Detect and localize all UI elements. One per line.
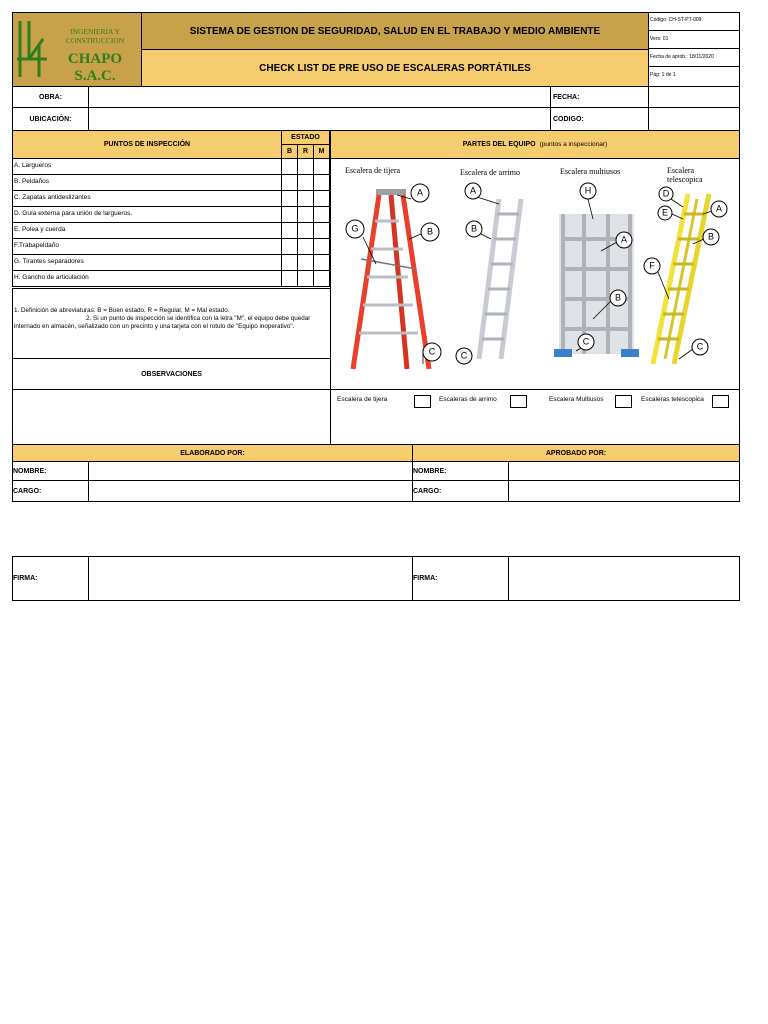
aprobado-firma-field[interactable] — [508, 556, 740, 601]
svg-text:D: D — [662, 188, 670, 199]
inspection-row-label: C. Zapatas antideslizantes — [12, 190, 282, 207]
estado-cell-r[interactable] — [297, 174, 314, 191]
estado-cell-b[interactable] — [281, 238, 298, 255]
logo-box — [12, 12, 142, 87]
doc-approval-date: Fecha de aprob.: 18/11/2020 — [648, 48, 740, 67]
estado-cell-b[interactable] — [281, 174, 298, 191]
aprobado-nombre-field[interactable] — [508, 461, 740, 481]
estado-cell-b[interactable] — [281, 206, 298, 223]
doc-code: Código: CH-ST-PT-009 — [648, 12, 740, 31]
inspection-row-label: E. Polea y cuerda — [12, 222, 282, 239]
estado-cell-b[interactable] — [281, 222, 298, 239]
ladder-illustrations — [331, 159, 739, 389]
equipment-header — [330, 130, 740, 159]
estado-col-r: R — [297, 144, 314, 159]
svg-text:A: A — [469, 185, 477, 196]
inspection-row-label: A. Largueros — [12, 158, 282, 175]
svg-text:A: A — [416, 187, 424, 198]
estado-cell-r[interactable] — [297, 206, 314, 223]
ladder-title-multiusos: Escalera multiusos — [560, 167, 621, 176]
estado-cell-m[interactable] — [313, 270, 330, 287]
svg-text:C: C — [582, 336, 590, 347]
estado-cell-m[interactable] — [313, 254, 330, 271]
estado-col-m: M — [313, 144, 330, 159]
svg-text:E: E — [661, 207, 669, 218]
svg-text:F: F — [649, 260, 655, 271]
doc-version: Vers: 01 — [648, 30, 740, 49]
checkbox-multiusos[interactable] — [615, 395, 632, 408]
checkbox-label-tijera: Escalera de tijera — [337, 396, 388, 403]
svg-text:B: B — [426, 226, 434, 237]
logo-tagline: INGENIERIA Y CONSTRUCCION — [65, 27, 125, 45]
svg-text:C: C — [428, 346, 436, 357]
checkbox-arrimo[interactable] — [510, 395, 527, 408]
estado-cell-b[interactable] — [281, 270, 298, 287]
inspection-row-label: H. Gancho de articulación — [12, 270, 282, 287]
estado-cell-b[interactable] — [281, 158, 298, 175]
estado-cell-r[interactable] — [297, 254, 314, 271]
estado-cell-r[interactable] — [297, 222, 314, 239]
notes-box — [12, 288, 331, 359]
doc-page: Pág: 1 de 1 — [648, 66, 740, 87]
checkbox-label-multiusos: Escalera Multiusos — [549, 396, 604, 403]
elaborado-nombre-label: NOMBRE: — [12, 461, 89, 481]
estado-cell-m[interactable] — [313, 174, 330, 191]
estado-header: ESTADO — [281, 130, 330, 145]
svg-text:B: B — [614, 292, 622, 303]
svg-text:A: A — [715, 203, 723, 214]
inspection-row-label: B. Peldaños — [12, 174, 282, 191]
obra-label: OBRA: — [12, 86, 89, 108]
ubicacion-label: UBICACIÓN: — [12, 107, 89, 131]
checkbox-label-telescopica: Escaleras telescopica — [641, 396, 704, 403]
estado-cell-r[interactable] — [297, 158, 314, 175]
checkbox-tijera[interactable] — [414, 395, 431, 408]
svg-text:B: B — [707, 231, 715, 242]
aprobado-firma-label: FIRMA: — [412, 556, 509, 601]
system-title: SISTEMA DE GESTION DE SEGURIDAD, SALUD EN EL TRABAJO Y MEDIO AMBIENTE — [141, 12, 649, 50]
svg-text:G: G — [351, 223, 359, 234]
ladder-title-tijera: Escalera de tijera — [345, 166, 401, 175]
aprobado-cargo-field[interactable] — [508, 480, 740, 502]
elaborado-firma-label: FIRMA: — [12, 556, 89, 601]
estado-cell-r[interactable] — [297, 238, 314, 255]
estado-cell-b[interactable] — [281, 254, 298, 271]
elaborado-header: ELABORADO POR: — [12, 444, 413, 462]
estado-cell-m[interactable] — [313, 158, 330, 175]
estado-cell-m[interactable] — [313, 238, 330, 255]
equipment-header-sub: (puntos a inspeccionar) — [539, 141, 608, 148]
estado-cell-m[interactable] — [313, 206, 330, 223]
svg-text:C: C — [460, 350, 468, 361]
svg-text:A: A — [620, 234, 628, 245]
checkbox-telescopica[interactable] — [712, 395, 729, 408]
obra-field[interactable] — [88, 86, 551, 108]
ubicacion-field[interactable] — [88, 107, 551, 131]
observaciones-label: OBSERVACIONES — [12, 358, 331, 390]
svg-text:B: B — [470, 223, 478, 234]
checkbox-label-arrimo: Escaleras de arrimo — [439, 396, 497, 403]
estado-cell-m[interactable] — [313, 222, 330, 239]
ladder-title-telescopica: Escalera telescopica — [667, 166, 703, 184]
estado-col-b: B — [281, 144, 298, 159]
inspection-header: PUNTOS DE INSPECCIÓN — [12, 130, 282, 159]
svg-text:C: C — [696, 341, 704, 352]
ladder-title-arrimo: Escalera de arrimo — [460, 168, 520, 177]
observaciones-field[interactable] — [12, 389, 331, 445]
codigo-label: CODIGO: — [550, 107, 649, 131]
equipment-header-title: PARTES DEL EQUIPO — [462, 141, 536, 148]
note-m-rule: 2. Si un punto de inspección se identifica con la letra "M", el equipo debe quedar internado en almacén, señalizado con un precinto y una tarjeta con el rotulo de "Equipo inoperativo". — [14, 315, 311, 330]
note-abbreviations: 1. Definición de abreviaturas: B = Buen estado, R = Regular, M = Mal estado. — [14, 307, 230, 314]
estado-cell-r[interactable] — [297, 190, 314, 207]
company-logo — [15, 19, 49, 81]
estado-cell-r[interactable] — [297, 270, 314, 287]
ladder-arrimo-image — [479, 199, 521, 359]
aprobado-cargo-label: CARGO: — [412, 480, 509, 502]
elaborado-firma-field[interactable] — [88, 556, 413, 601]
inspection-row-label: F.Trabapeldaño — [12, 238, 282, 255]
elaborado-cargo-field[interactable] — [88, 480, 413, 502]
elaborado-nombre-field[interactable] — [88, 461, 413, 481]
inspection-row-label: D. Guía externa para unión de largueros. — [12, 206, 282, 223]
logo-company-name: CHAPO S.A.C. — [67, 51, 123, 84]
fecha-field[interactable] — [648, 86, 740, 108]
aprobado-nombre-label: NOMBRE: — [412, 461, 509, 481]
codigo-field[interactable] — [648, 107, 740, 131]
estado-cell-b[interactable] — [281, 190, 298, 207]
estado-cell-m[interactable] — [313, 190, 330, 207]
svg-text:H: H — [584, 185, 592, 196]
ladder-tijera-image — [353, 189, 429, 369]
document-title: CHECK LIST DE PRE USO DE ESCALERAS PORTÁTILES — [141, 49, 649, 87]
aprobado-header: APROBADO POR: — [412, 444, 740, 462]
inspection-row-label: G. Tirantes separadores — [12, 254, 282, 271]
elaborado-cargo-label: CARGO: — [12, 480, 89, 502]
fecha-label: FECHA: — [550, 86, 649, 108]
